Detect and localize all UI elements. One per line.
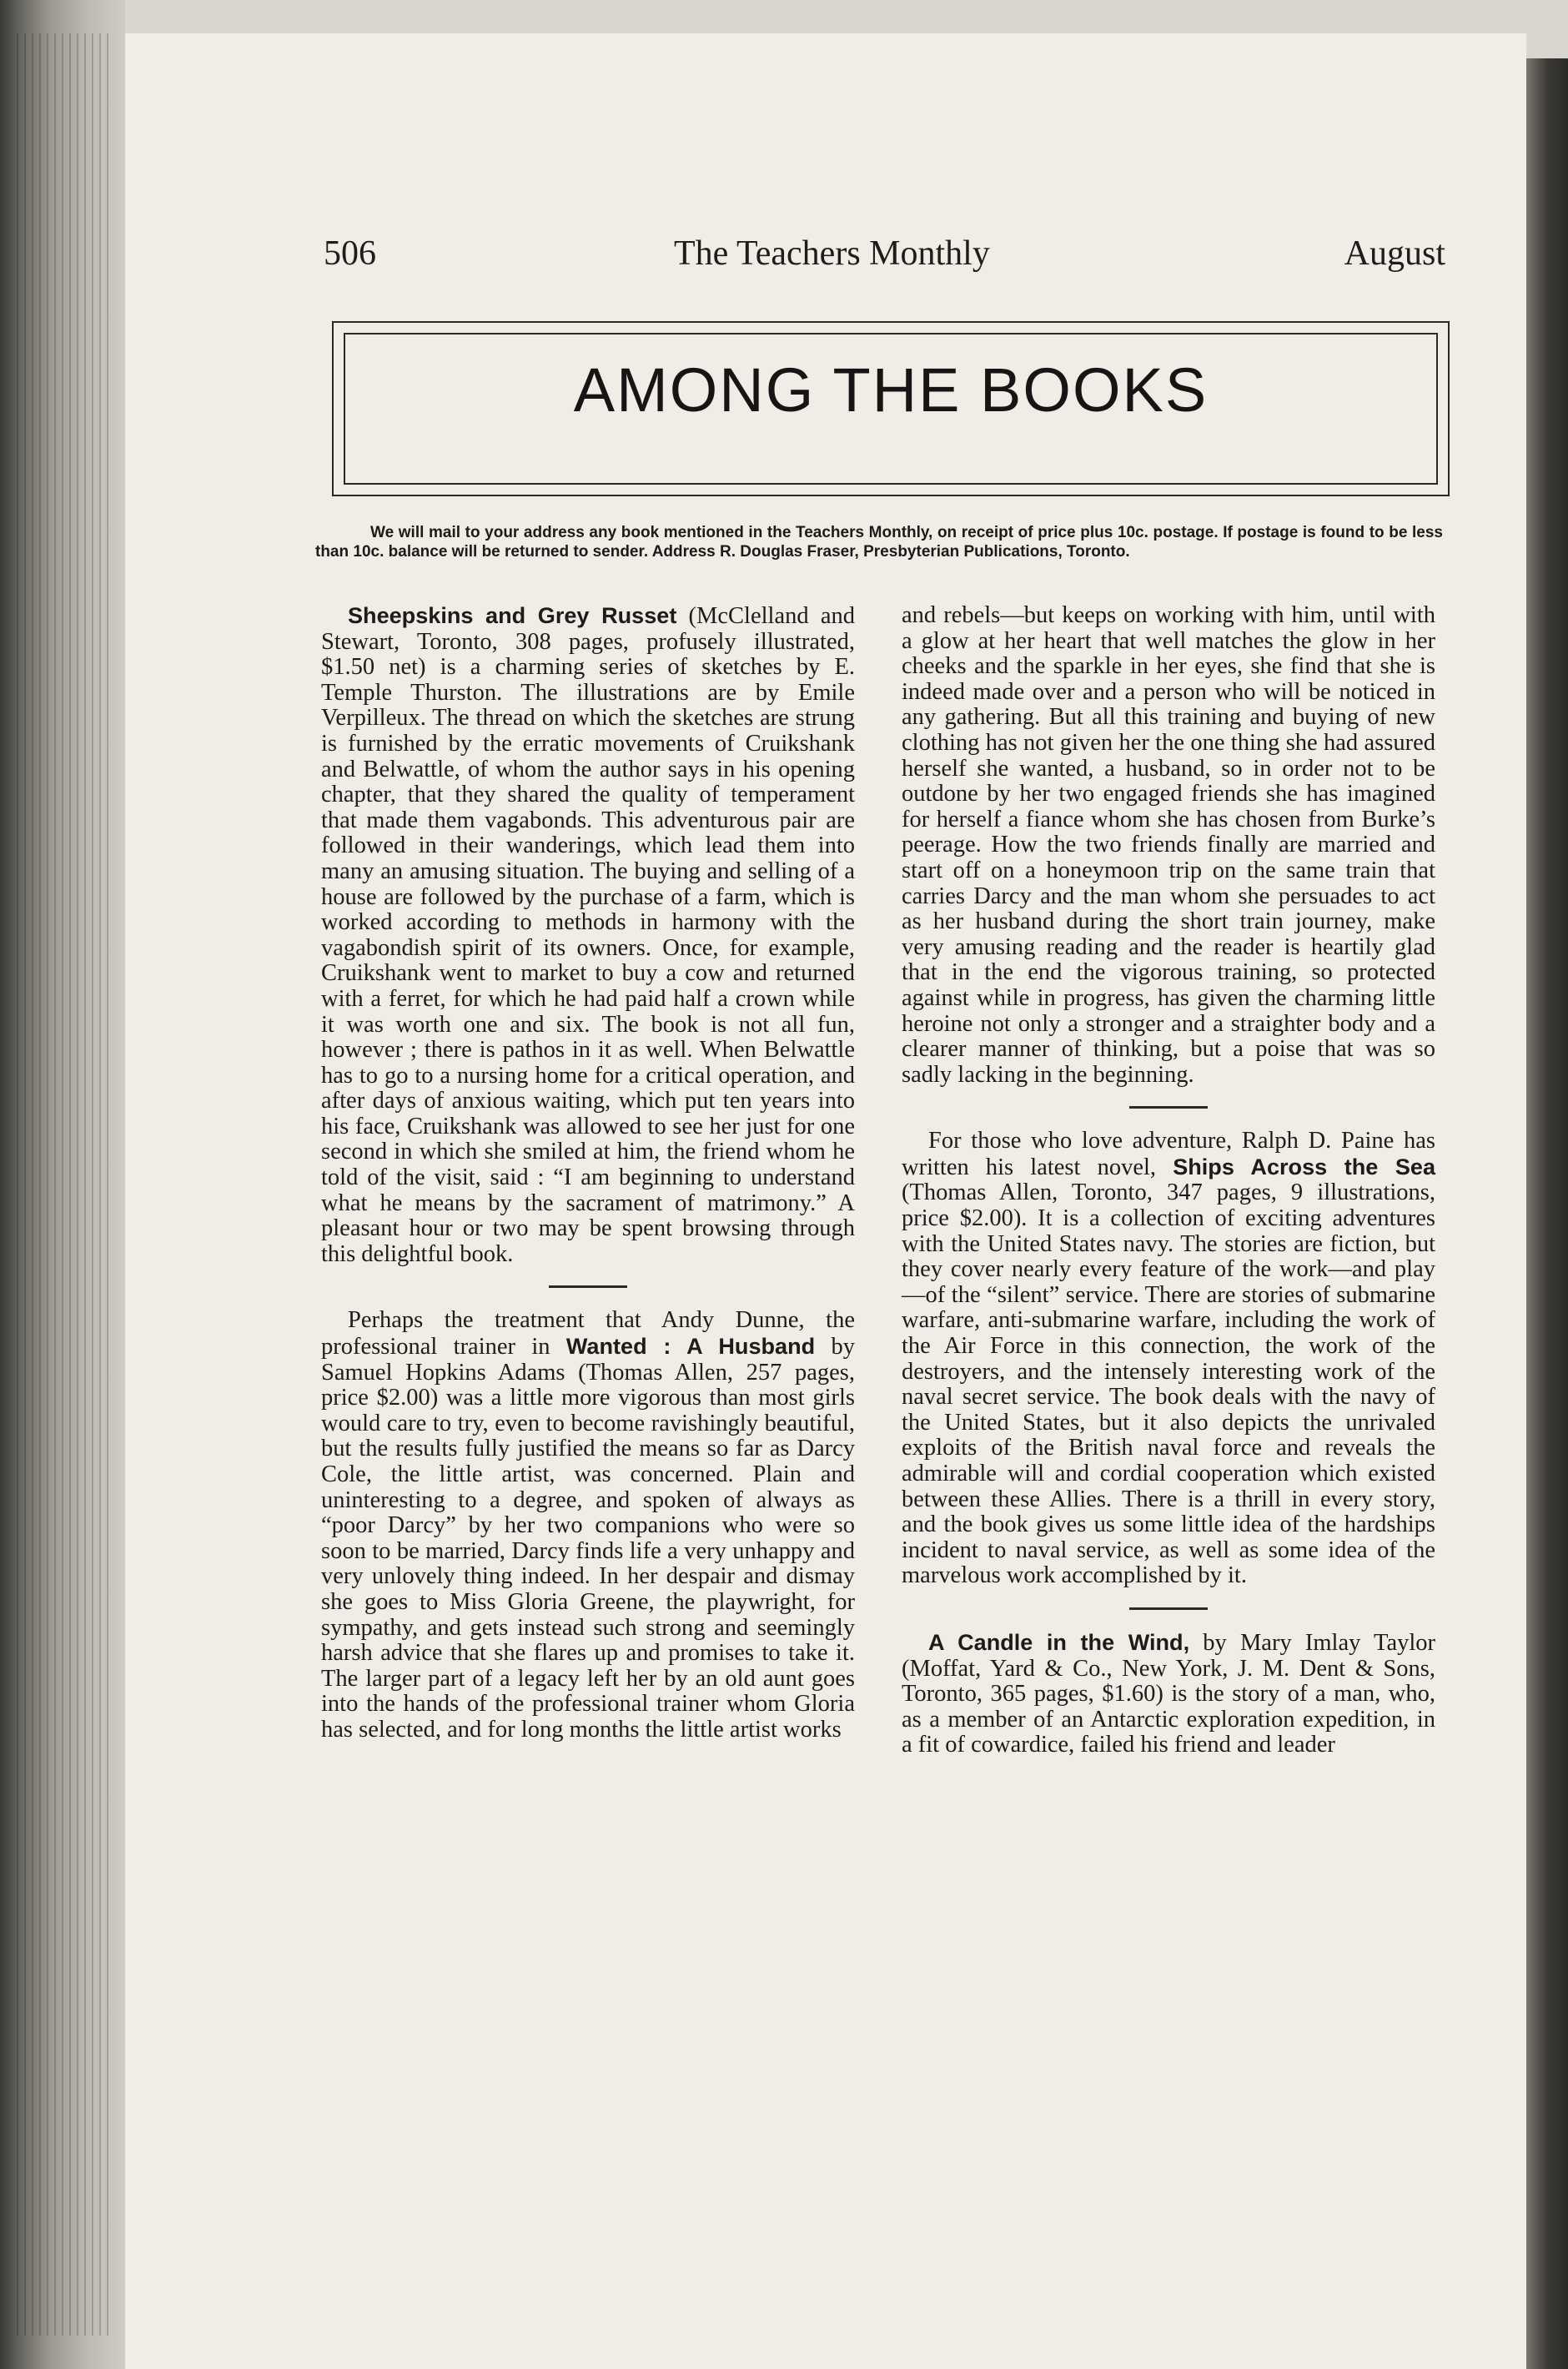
- book-title-sheepskins: Sheepskins and Grey Russet: [348, 602, 677, 628]
- review-wanted-text: by Samuel Hopkins Adams (Thomas Allen, 257 pages, price $2.00) was a little more vigorous than most girls would care to try, even to become ravishingly beautiful, but the results fully justified the means so far as Darcy Cole, the little artist, was concerned. Plain and uninteresting to a degree, and spoken of always as “poor Darcy” by her two companions who were so soon to be married, Darcy finds life a very unhappy and very unlovely thing indeed. In her despair and dismay she goes to Miss Gloria Greene, the playwright, for sympathy, and gets instead such strong and seemingly harsh advice that she flares up and promises to take it. The larger part of a legacy left her by an old aunt goes into the hands of the professional trainer whom Gloria has selected, and for long months the little artist works: [321, 1334, 856, 1743]
- mail-order-notice: We will mail to your address any book mentioned in the Teachers Monthly, on receipt of price plus 10c. postage. If postage is found to be less than 10c. balance will be returned to sender. Address R. Douglas Fraser, Presbyterian Publications, Toronto.: [315, 524, 1443, 561]
- section-divider: [1129, 1106, 1208, 1109]
- review-wanted: [321, 1308, 855, 1743]
- review-sheepskins-text: (McClelland and Stewart, Toronto, 308 pages, profusely illustrated, $1.50 net) is a charming series of sketches by E. Temple Thurston. The illustrations are by Emile Verpilleux. The thread on which the sketches are strung is furnished by the erratic movements of Cruikshank and Belwattle, of whom the author says in his opening chapter, that they shared the quality of temperament that made them vagabonds. This adventurous pair are followed in their wanderings, which lead them into many an amusing situation. The buying and selling of a house are followed by the purchase of a farm, which is worked according to methods in harmony with the vagabondish spirit of its owners. Once, for example, Cruikshank went to market to buy a cow and returned with a ferret, for which he had paid half a crown while it was worth one and six. The book is not all fun, however ; there is pathos in it as well. When Belwattle has to go to a nursing home for a critical operation, and after days of anxious waiting, which put ten years into his face, Cruikshank was allowed to see her just for one second in which she smiled at him, the friend whom he told of the visit, said : “I am beginning to understand what he means by the sacrament of matrimony.” A pleasant hour or two may be spent browsing through this delightful book.: [321, 603, 855, 1267]
- binding-page-edges: [17, 33, 108, 2336]
- page-number: 506: [324, 234, 376, 273]
- left-column: [321, 603, 855, 1743]
- review-ships: [902, 1129, 1435, 1589]
- book-title-candle: A Candle in the Wind,: [928, 1628, 1190, 1655]
- right-column: [902, 603, 1435, 1758]
- running-head: [324, 234, 1445, 284]
- book-title-wanted: Wanted : A Husband: [565, 1333, 816, 1360]
- section-title: AMONG THE BOOKS: [573, 355, 1209, 425]
- issue-month: August: [1344, 234, 1445, 273]
- book-title-ships: Ships Across the Sea: [1173, 1153, 1435, 1179]
- review-ships-text: (Thomas Allen, Toronto, 347 pages, 9 illustrations, price $2.00). It is a collection of exciting adventures with the United States navy. The stories are fiction, but they cover nearly every feature of the work—and play—of the “silent” service. There are stories of submarine warfare, anti-submarine warfare, including the work of the Air Force in this connection, the work of the destroyers, and the intensely interesting work of the naval secret service. The book deals with the navy of the United States, but it also depicts the unrivaled exploits of the British naval force and reveals the admirable will and cordial cooperation which existed between these Allies. There is a thrill in every story, and the book gives us some little idea of the hardships incident to naval service, as well as some idea of the marvelous work accomplished by it.: [902, 1179, 1435, 1589]
- review-candle-text: by Mary Imlay Taylor (Moffat, Yard & Co., New York, J. M. Dent & Sons, Toronto, 365 pages, $1.60) is the story of a man, who, as a member of an Antarctic exploration expedition, in a fit of cowardice, failed his friend and leader: [902, 1629, 1435, 1758]
- review-ships-intro: For those who love adventure, Ralph D. Paine has written his latest novel,: [902, 1128, 1435, 1180]
- book-binding: [0, 0, 125, 2369]
- review-candle: [902, 1630, 1435, 1758]
- journal-title: The Teachers Monthly: [674, 234, 990, 273]
- review-wanted-intro: Perhaps the treatment that Andy Dunne, the professional trainer in: [321, 1307, 855, 1361]
- section-divider: [549, 1285, 627, 1288]
- review-wanted-continued: and rebels—but keeps on working with him, until with a glow at her heart that well matches the glow in her cheeks and the sparkle in her eyes, she find that she is indeed made over and a person who will be noticed in any gathering. But all this training and buying of new clothing has not given her the one thing she had assured herself she wanted, a husband, so in order not to be outdone by her two engaged friends she has imagined for herself a fiance whom she has chosen from Burke’s peerage. How the two friends finally are married and start off on a honeymoon trip on the same train that carries Darcy and the man whom she persuades to act as her husband during the short train journey, make very amusing reading and the reader is heartily glad that in the end the vigorous training, so protected against while in progress, has given the charming little heroine not only a stronger and a straighter body and a clearer manner of thinking, but a poise that was so sadly lacking in the beginning.: [902, 602, 1435, 1088]
- page-shadow-edge: [1526, 58, 1568, 2369]
- section-heading-box: [332, 321, 1450, 496]
- review-sheepskins: [321, 603, 855, 1267]
- section-divider: [1129, 1607, 1208, 1610]
